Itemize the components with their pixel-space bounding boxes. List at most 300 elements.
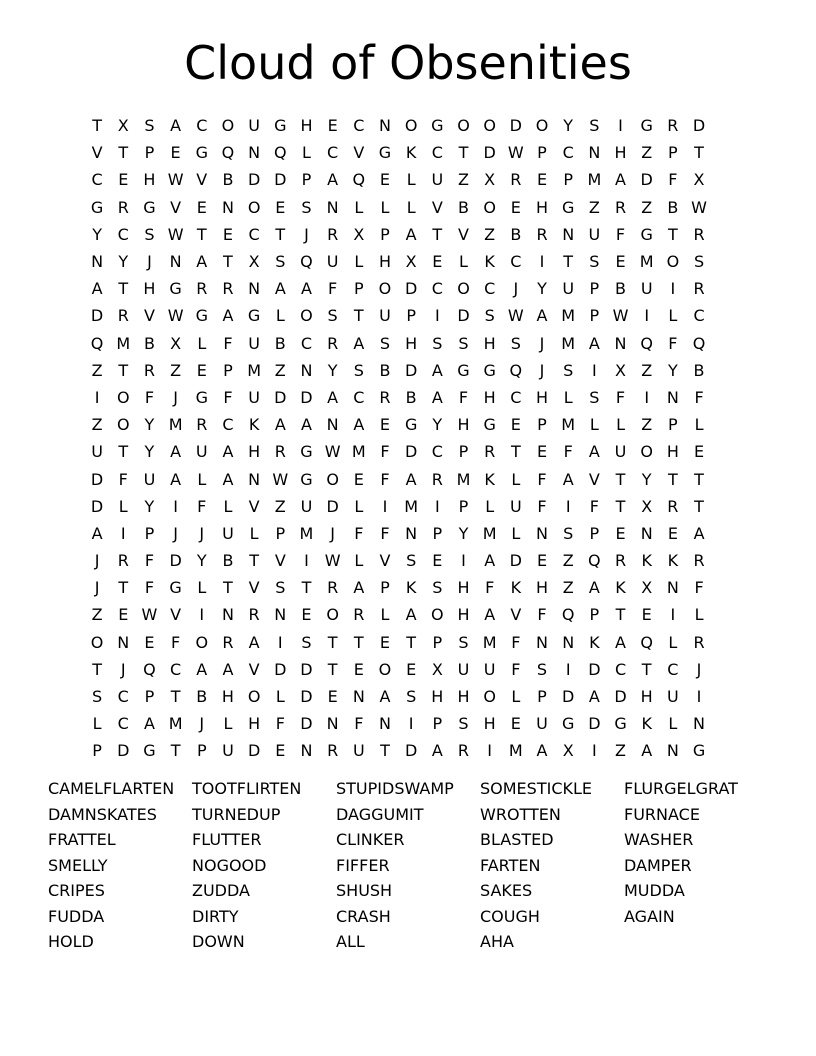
- grid-letter: A: [615, 170, 626, 190]
- grid-letter: I: [487, 741, 493, 761]
- grid-letter: Z: [641, 415, 653, 435]
- grid-letter: X: [353, 224, 365, 244]
- grid-letter: A: [431, 387, 443, 407]
- grid-letter: E: [353, 469, 364, 489]
- grid-letter: I: [565, 496, 571, 516]
- grid-letter: E: [615, 523, 626, 543]
- grid-letter: I: [461, 551, 466, 571]
- grid-letter: A: [405, 224, 417, 244]
- grid-letter: M: [587, 170, 602, 190]
- grid-letter: F: [511, 659, 521, 679]
- grid-letter: C: [484, 279, 496, 299]
- word-list-item: DAGGUMIT: [336, 804, 424, 824]
- grid-letter: C: [614, 659, 627, 679]
- grid-letter: D: [300, 659, 313, 679]
- grid-letter: J: [199, 714, 205, 734]
- grid-letter: O: [116, 387, 130, 407]
- grid-letter: H: [431, 687, 444, 707]
- grid-letter: V: [510, 605, 522, 625]
- grid-letter: R: [222, 279, 234, 299]
- grid-letter: R: [248, 605, 260, 625]
- grid-letter: P: [537, 415, 547, 435]
- grid-letter: H: [300, 116, 313, 136]
- grid-row: [84, 629, 734, 656]
- grid-letter: R: [196, 279, 208, 299]
- grid-letter: F: [118, 469, 128, 489]
- grid-letter: E: [379, 170, 391, 190]
- grid-letter: R: [431, 469, 443, 489]
- grid-letter: G: [300, 442, 313, 462]
- grid-letter: N: [640, 523, 653, 543]
- grid-letter: D: [457, 306, 470, 326]
- grid-letter: R: [379, 387, 391, 407]
- grid-letter: G: [300, 469, 313, 489]
- grid-letter: F: [380, 523, 390, 543]
- grid-letter: D: [404, 741, 418, 761]
- grid-letter: S: [406, 687, 417, 707]
- grid-letter: F: [668, 170, 678, 190]
- grid-letter: E: [327, 116, 338, 136]
- grid-letter: L: [668, 632, 678, 652]
- grid-letter: F: [694, 387, 704, 407]
- grid-letter: P: [537, 143, 547, 163]
- grid-letter: R: [117, 551, 129, 571]
- grid-letter: R: [117, 306, 129, 326]
- grid-letter: L: [406, 170, 416, 190]
- grid-letter: Y: [144, 415, 155, 435]
- grid-letter: T: [223, 252, 233, 272]
- grid-letter: N: [666, 741, 679, 761]
- grid-letter: L: [511, 523, 521, 543]
- grid-row: [84, 194, 734, 221]
- grid-letter: S: [589, 252, 600, 272]
- grid-letter: L: [380, 197, 390, 217]
- grid-letter: D: [300, 714, 313, 734]
- grid-letter: L: [354, 551, 364, 571]
- grid-letter: L: [249, 523, 259, 543]
- grid-letter: Y: [458, 523, 469, 543]
- grid-letter: I: [591, 741, 597, 761]
- grid-letter: G: [169, 578, 182, 598]
- grid-letter: S: [327, 306, 338, 326]
- grid-letter: N: [248, 143, 261, 163]
- grid-letter: Y: [92, 224, 102, 244]
- grid-letter: U: [379, 306, 391, 326]
- grid-letter: X: [693, 170, 705, 190]
- grid-letter: O: [404, 116, 418, 136]
- grid-letter: I: [434, 306, 440, 326]
- grid-letter: J: [173, 523, 178, 543]
- grid-letter: O: [666, 252, 680, 272]
- grid-letter: A: [615, 632, 626, 652]
- grid-letter: X: [484, 170, 496, 190]
- grid-letter: E: [301, 605, 312, 625]
- grid-letter: V: [248, 578, 260, 598]
- grid-letter: N: [248, 469, 261, 489]
- grid-letter: E: [641, 605, 652, 625]
- grid-letter: F: [223, 387, 233, 407]
- grid-letter: N: [221, 197, 234, 217]
- grid-letter: Z: [562, 551, 574, 571]
- grid-letter: X: [248, 252, 260, 272]
- grid-letter: D: [562, 687, 575, 707]
- grid-letter: C: [222, 415, 234, 435]
- grid-letter: D: [404, 442, 418, 462]
- grid-letter: M: [561, 333, 576, 353]
- grid-letter: D: [300, 687, 313, 707]
- grid-letter: G: [274, 116, 287, 136]
- grid-letter: I: [199, 605, 205, 625]
- grid-letter: O: [457, 279, 470, 299]
- grid-letter: F: [537, 469, 547, 489]
- grid-letter: A: [353, 578, 365, 598]
- grid-letter: A: [196, 252, 208, 272]
- grid-letter: P: [563, 170, 573, 190]
- grid-letter: S: [406, 551, 417, 571]
- grid-letter: N: [326, 714, 339, 734]
- grid-letter: N: [300, 360, 313, 380]
- grid-letter: O: [116, 415, 130, 435]
- grid-letter: Y: [432, 415, 443, 435]
- grid-letter: P: [223, 360, 233, 380]
- grid-letter: B: [222, 170, 234, 190]
- grid-letter: I: [670, 279, 676, 299]
- grid-letter: P: [458, 496, 469, 516]
- grid-letter: R: [536, 224, 548, 244]
- grid-letter: U: [352, 741, 365, 761]
- grid-letter: S: [458, 333, 469, 353]
- grid-letter: L: [275, 687, 285, 707]
- grid-letter: G: [90, 197, 104, 217]
- word-list-item: STUPIDSWAMP: [336, 779, 454, 798]
- grid-letter: U: [536, 714, 548, 734]
- grid-letter: D: [509, 551, 522, 571]
- grid-letter: P: [432, 714, 443, 734]
- grid-letter: I: [120, 523, 126, 543]
- grid-letter: O: [535, 116, 549, 136]
- grid-letter: Z: [615, 741, 626, 761]
- grid-letter: Y: [144, 442, 155, 462]
- grid-letter: D: [90, 306, 104, 326]
- word-list-item: SAKES: [480, 881, 533, 900]
- grid-row: [84, 330, 734, 357]
- grid-letter: M: [456, 469, 471, 489]
- grid-letter: J: [94, 551, 100, 571]
- grid-letter: K: [641, 714, 652, 734]
- grid-letter: A: [248, 632, 260, 652]
- grid-letter: P: [589, 279, 600, 299]
- grid-letter: F: [380, 469, 390, 489]
- grid-letter: A: [300, 279, 312, 299]
- word-list-item: DAMPER: [624, 855, 692, 875]
- word-list-item: DAMNSKATES: [48, 804, 157, 824]
- grid-letter: C: [510, 387, 522, 407]
- grid-letter: V: [248, 659, 260, 679]
- grid-letter: G: [195, 387, 208, 407]
- grid-letter: S: [563, 360, 574, 380]
- grid-letter: T: [615, 605, 626, 625]
- grid-row: [84, 275, 734, 302]
- grid-letter: A: [588, 442, 600, 462]
- grid-letter: I: [173, 496, 178, 516]
- grid-letter: N: [326, 415, 339, 435]
- grid-letter: Z: [274, 360, 286, 380]
- grid-letter: T: [380, 741, 390, 761]
- grid-letter: D: [692, 116, 706, 136]
- grid-letter: E: [222, 224, 233, 244]
- grid-letter: J: [539, 333, 545, 353]
- grid-letter: C: [117, 687, 129, 707]
- grid-letter: W: [507, 143, 524, 163]
- grid-letter: A: [274, 415, 286, 435]
- grid-letter: W: [167, 224, 184, 244]
- grid-row: [84, 574, 734, 601]
- grid-letter: T: [563, 252, 574, 272]
- grid-letter: B: [405, 387, 417, 407]
- grid-letter: O: [431, 605, 444, 625]
- grid-letter: A: [353, 415, 365, 435]
- grid-letter: H: [483, 387, 496, 407]
- grid-letter: L: [668, 714, 678, 734]
- grid-letter: H: [248, 442, 261, 462]
- grid-letter: A: [431, 741, 443, 761]
- grid-letter: T: [510, 442, 521, 462]
- grid-letter: O: [483, 197, 496, 217]
- grid-letter: K: [667, 551, 679, 571]
- grid-letter: P: [196, 741, 207, 761]
- grid-letter: R: [457, 741, 470, 761]
- grid-letter: P: [589, 605, 600, 625]
- grid-letter: H: [457, 578, 470, 598]
- grid-letter: L: [694, 415, 704, 435]
- grid-letter: P: [275, 523, 286, 543]
- grid-letter: F: [511, 632, 521, 652]
- grid-letter: V: [143, 306, 155, 326]
- grid-letter: A: [91, 523, 103, 543]
- grid-letter: P: [380, 578, 390, 598]
- grid-letter: X: [641, 578, 653, 598]
- grid-letter: V: [170, 605, 182, 625]
- word-list-item: AGAIN: [624, 906, 675, 926]
- grid-row: [84, 656, 734, 683]
- grid-letter: H: [483, 333, 496, 353]
- grid-letter: U: [614, 442, 627, 462]
- grid-letter: F: [328, 279, 338, 299]
- word-list-item: CAMELFLARTEN: [48, 779, 175, 798]
- grid-letter: Y: [667, 360, 678, 380]
- grid-letter: R: [614, 551, 627, 571]
- grid-letter: I: [408, 714, 414, 734]
- grid-letter: I: [539, 252, 545, 272]
- grid-letter: O: [247, 197, 261, 217]
- grid-letter: N: [693, 714, 706, 734]
- grid-letter: L: [197, 469, 207, 489]
- grid-letter: T: [615, 469, 626, 489]
- grid-letter: D: [509, 116, 522, 136]
- grid-letter: Q: [90, 333, 104, 353]
- grid-letter: P: [537, 687, 547, 707]
- grid-letter: L: [485, 496, 495, 516]
- grid-letter: E: [379, 632, 391, 652]
- letter-grid: [84, 112, 734, 765]
- grid-letter: P: [406, 306, 416, 326]
- grid-letter: E: [432, 551, 443, 571]
- grid-letter: K: [405, 578, 417, 598]
- grid-letter: A: [222, 659, 234, 679]
- grid-letter: J: [173, 387, 178, 407]
- grid-letter: D: [169, 551, 182, 571]
- grid-letter: I: [618, 116, 623, 136]
- grid-letter: G: [457, 360, 470, 380]
- grid-letter: T: [353, 632, 364, 652]
- grid-letter: D: [274, 659, 287, 679]
- grid-letter: N: [666, 578, 679, 598]
- grid-letter: H: [457, 687, 470, 707]
- grid-letter: A: [405, 605, 417, 625]
- word-list: [48, 776, 788, 955]
- grid-letter: F: [144, 578, 155, 598]
- word-list-item: TURNEDUP: [192, 804, 281, 824]
- grid-letter: L: [589, 415, 599, 435]
- grid-letter: W: [167, 306, 184, 326]
- grid-letter: T: [406, 632, 417, 652]
- grid-letter: M: [561, 415, 576, 435]
- grid-letter: E: [170, 143, 181, 163]
- grid-letter: S: [589, 116, 600, 136]
- word-list-item: DOWN: [192, 932, 245, 951]
- grid-letter: W: [324, 442, 341, 462]
- grid-letter: S: [432, 333, 443, 353]
- grid-letter: Z: [91, 605, 103, 625]
- grid-letter: Q: [273, 143, 287, 163]
- grid-letter: C: [170, 659, 182, 679]
- grid-letter: T: [275, 224, 286, 244]
- grid-letter: W: [324, 551, 341, 571]
- grid-letter: T: [223, 578, 233, 598]
- grid-letter: H: [143, 279, 156, 299]
- grid-letter: Z: [588, 197, 600, 217]
- grid-letter: S: [275, 578, 286, 598]
- grid-letter: S: [484, 306, 495, 326]
- grid-letter: H: [221, 687, 234, 707]
- grid-letter: T: [301, 578, 312, 598]
- grid-letter: N: [562, 224, 575, 244]
- grid-letter: L: [223, 496, 233, 516]
- grid-letter: R: [484, 442, 496, 462]
- grid-letter: W: [691, 197, 707, 217]
- grid-letter: S: [144, 116, 155, 136]
- grid-letter: C: [196, 116, 208, 136]
- grid-letter: C: [510, 252, 522, 272]
- grid-letter: D: [117, 741, 130, 761]
- grid-letter: S: [379, 333, 391, 353]
- grid-letter: P: [668, 415, 678, 435]
- grid-letter: W: [272, 469, 289, 489]
- word-list-item: FLURGELGRAT: [624, 779, 738, 798]
- grid-letter: T: [353, 306, 364, 326]
- grid-letter: G: [561, 197, 575, 217]
- grid-letter: S: [432, 578, 443, 598]
- grid-letter: N: [248, 279, 261, 299]
- grid-row: [84, 493, 734, 520]
- grid-letter: C: [431, 143, 443, 163]
- word-list-item: FLUTTER: [192, 830, 262, 849]
- grid-letter: Y: [196, 551, 207, 571]
- grid-letter: Q: [640, 333, 653, 353]
- grid-letter: P: [353, 279, 364, 299]
- grid-letter: A: [222, 442, 234, 462]
- grid-letter: K: [589, 632, 600, 652]
- grid-letter: A: [222, 306, 234, 326]
- grid-letter: Z: [91, 360, 103, 380]
- grid-letter: I: [565, 659, 571, 679]
- grid-letter: S: [510, 333, 521, 353]
- grid-letter: F: [485, 578, 495, 598]
- grid-letter: Q: [352, 170, 366, 190]
- grid-letter: G: [640, 224, 653, 244]
- grid-letter: N: [352, 687, 365, 707]
- word-list-item: HOLD: [48, 932, 94, 951]
- grid-letter: U: [667, 687, 679, 707]
- grid-letter: G: [692, 741, 706, 761]
- word-list-item: FARTEN: [480, 855, 541, 875]
- grid-letter: H: [483, 714, 496, 734]
- grid-row: [84, 547, 734, 574]
- grid-letter: U: [222, 741, 234, 761]
- grid-letter: J: [539, 360, 545, 380]
- grid-letter: Z: [91, 415, 103, 435]
- grid-letter: P: [432, 523, 443, 543]
- grid-letter: C: [248, 224, 260, 244]
- grid-letter: G: [431, 116, 444, 136]
- grid-letter: N: [405, 523, 418, 543]
- grid-letter: L: [354, 496, 364, 516]
- grid-letter: P: [458, 442, 469, 462]
- grid-letter: W: [507, 306, 524, 326]
- grid-letter: I: [591, 360, 597, 380]
- grid-letter: U: [195, 442, 208, 462]
- grid-letter: M: [351, 442, 366, 462]
- word-list-item: COUGH: [480, 906, 540, 926]
- grid-letter: N: [378, 116, 391, 136]
- grid-letter: S: [144, 224, 155, 244]
- grid-letter: O: [457, 116, 470, 136]
- word-list-item: DIRTY: [192, 906, 239, 926]
- grid-letter: K: [641, 551, 652, 571]
- grid-letter: C: [693, 306, 705, 326]
- word-list-item: FUDDA: [48, 906, 105, 926]
- grid-letter: G: [195, 143, 208, 163]
- word-list-item: ZUDDA: [192, 881, 250, 900]
- grid-letter: N: [117, 632, 130, 652]
- grid-letter: L: [223, 714, 233, 734]
- word-list-item: CRIPES: [48, 881, 105, 900]
- grid-letter: C: [431, 279, 443, 299]
- grid-letter: R: [693, 632, 705, 652]
- grid-letter: Z: [641, 143, 653, 163]
- word-list-item: WASHER: [624, 830, 694, 849]
- grid-letter: N: [614, 333, 627, 353]
- grid-letter: M: [561, 306, 576, 326]
- grid-letter: G: [143, 741, 156, 761]
- grid-letter: H: [535, 387, 549, 407]
- grid-row: [84, 411, 734, 438]
- grid-letter: I: [670, 605, 676, 625]
- grid-letter: K: [484, 252, 495, 272]
- grid-letter: S: [693, 252, 705, 272]
- word-list-item: SMELLY: [48, 855, 108, 875]
- grid-letter: Y: [118, 252, 129, 272]
